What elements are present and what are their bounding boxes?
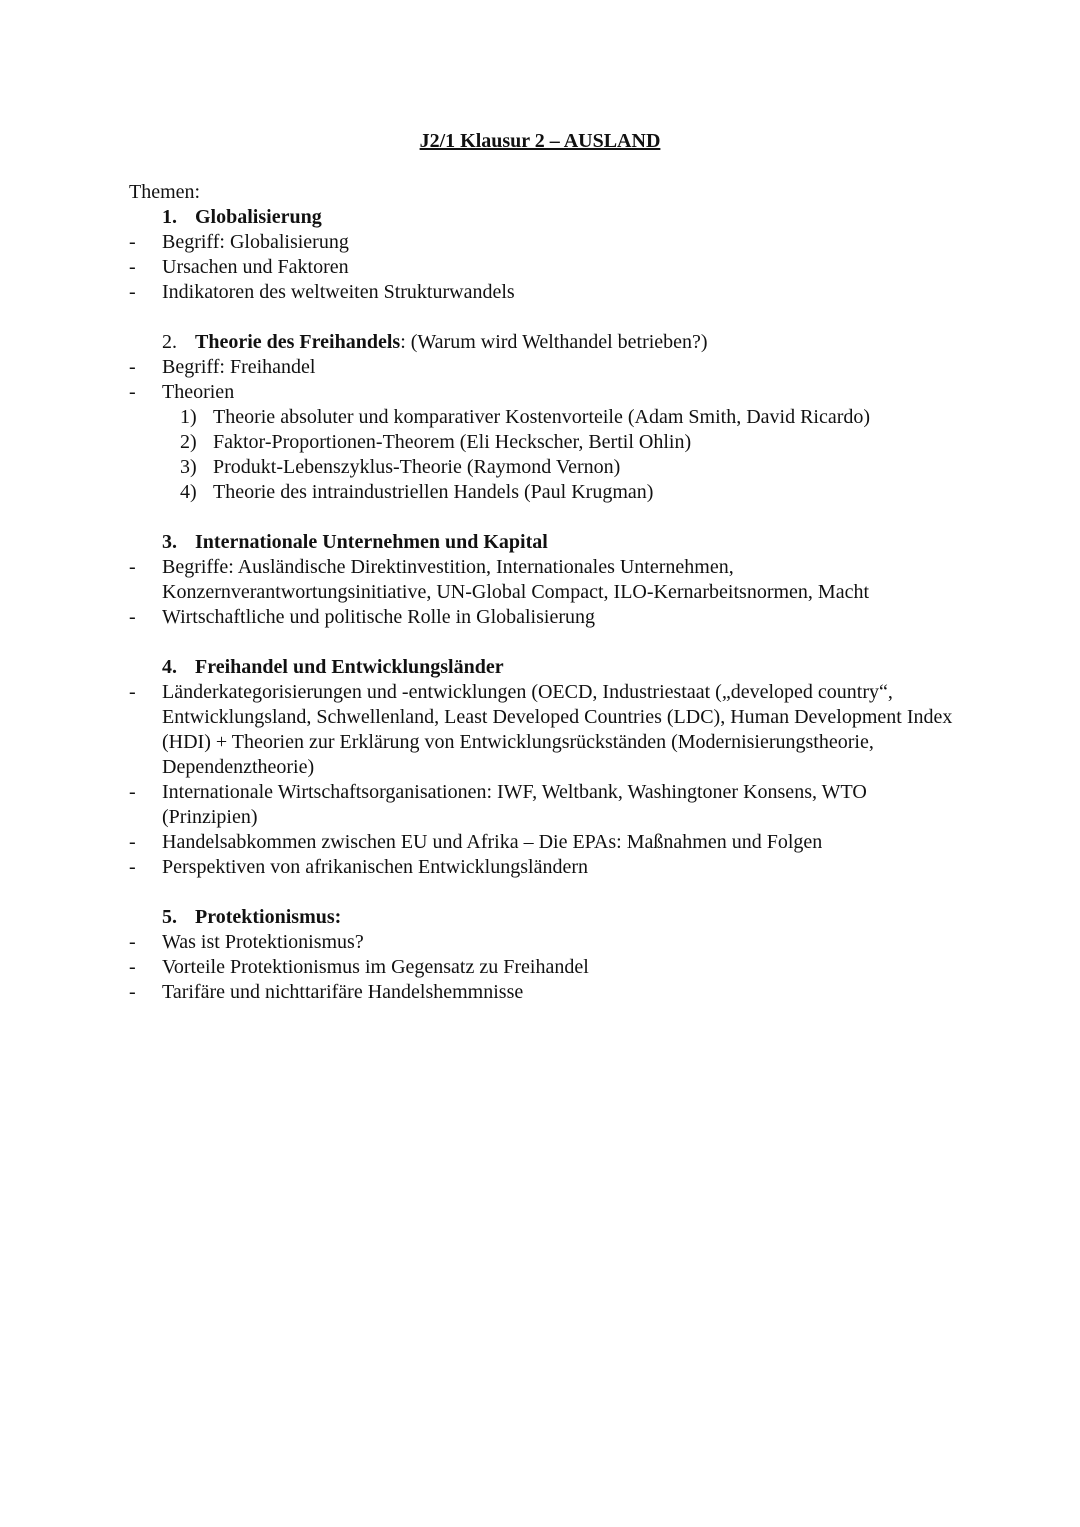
list-item: - Wirtschaftliche und politische Rolle in Globalisierung — [129, 606, 595, 628]
dash-bullet: - — [129, 981, 136, 1003]
sub-list-item: 4) Theorie des intraindustriellen Handels (Paul Krugman) — [180, 481, 654, 503]
list-item: - Was ist Protektionismus? — [129, 931, 364, 953]
dash-bullet: - — [129, 856, 136, 878]
section-3-heading — [129, 530, 959, 555]
section-title: Globalisierung — [195, 206, 322, 228]
dash-bullet: - — [129, 556, 136, 578]
dash-bullet: - — [129, 231, 136, 253]
section-gap — [129, 630, 959, 655]
section-4-heading — [129, 655, 959, 680]
list-item: - Indikatoren des weltweiten Strukturwandels — [129, 281, 515, 303]
section-5-heading — [129, 905, 959, 930]
list-item: - Tarifäre und nichttarifäre Handelshemmnisse — [129, 981, 524, 1003]
sub-list-item: 3) Produkt-Lebenszyklus-Theorie (Raymond Vernon) — [180, 456, 621, 478]
list-item: - Begriff: Freihandel — [129, 356, 316, 378]
list-item: - Internationale Wirtschaftsorganisationen: IWF, Weltbank, Washingtoner Konsens, WTO (Prinzipien) — [129, 781, 867, 828]
dash-bullet: - — [129, 956, 136, 978]
dash-bullet: - — [129, 681, 136, 703]
sub-item-number: 1) — [180, 406, 197, 428]
list-item: - Ursachen und Faktoren — [129, 256, 349, 278]
list-item: - Länderkategorisierungen und -entwicklungen (OECD, Industriestaat („developed country“, Entwicklungsland, Schwellenland, Least Developed Countries (LDC), Human Development Index (HDI) + Theorien zur Erklärung von Entwicklungsrückständen (Modernisierungstheorie, Dependenztheorie) — [129, 681, 953, 778]
list-item: - Vorteile Protektionismus im Gegensatz zu Freihandel — [129, 956, 589, 978]
dash-bullet: - — [129, 381, 136, 403]
list-item: - Handelsabkommen zwischen EU und Afrika – Die EPAs: Maßnahmen und Folgen — [129, 831, 823, 853]
list-item: - Theorien — [129, 381, 235, 403]
section-subtitle: : (Warum wird Welthandel betrieben?) — [400, 331, 708, 353]
sub-list-item: 2) Faktor-Proportionen-Theorem (Eli Heckscher, Bertil Ohlin) — [180, 431, 692, 453]
sub-item-number: 3) — [180, 456, 197, 478]
section-title: Internationale Unternehmen und Kapital — [195, 531, 548, 553]
section-number: 4. — [162, 656, 177, 678]
sub-item-number: 2) — [180, 431, 197, 453]
section-number: 2. — [162, 331, 177, 353]
dash-bullet: - — [129, 281, 136, 303]
section-2-heading — [129, 330, 959, 355]
sub-list-item: 1) Theorie absoluter und komparativer Kostenvorteile (Adam Smith, David Ricardo) — [180, 406, 871, 428]
list-item: - Begriff: Globalisierung — [129, 231, 349, 253]
section-gap — [129, 880, 959, 905]
document-title: J2/1 Klausur 2 – AUSLAND — [419, 130, 661, 152]
dash-bullet: - — [129, 356, 136, 378]
themen-label: Themen: — [129, 181, 201, 203]
section-1-heading — [129, 205, 959, 230]
section-number: 5. — [162, 906, 177, 928]
section-title: Freihandel und Entwicklungsländer — [195, 656, 504, 678]
sub-item-number: 4) — [180, 481, 197, 503]
list-item: - Begriffe: Ausländische Direktinvestition, Internationales Unternehmen, Konzernverantwortungsinitiative, UN-Global Compact, ILO-Kernarbeitsnormen, Macht — [129, 556, 870, 603]
dash-bullet: - — [129, 931, 136, 953]
dash-bullet: - — [129, 256, 136, 278]
section-gap — [129, 305, 959, 330]
list-item: - Perspektiven von afrikanischen Entwicklungsländern — [129, 856, 588, 878]
document-body — [129, 180, 959, 1005]
section-title: Protektionismus: — [195, 906, 342, 928]
dash-bullet: - — [129, 781, 136, 803]
dash-bullet: - — [129, 606, 136, 628]
section-title: Theorie des Freihandels — [195, 331, 401, 353]
section-number: 1. — [162, 206, 177, 228]
section-gap — [129, 505, 959, 530]
dash-bullet: - — [129, 831, 136, 853]
section-number: 3. — [162, 531, 177, 553]
